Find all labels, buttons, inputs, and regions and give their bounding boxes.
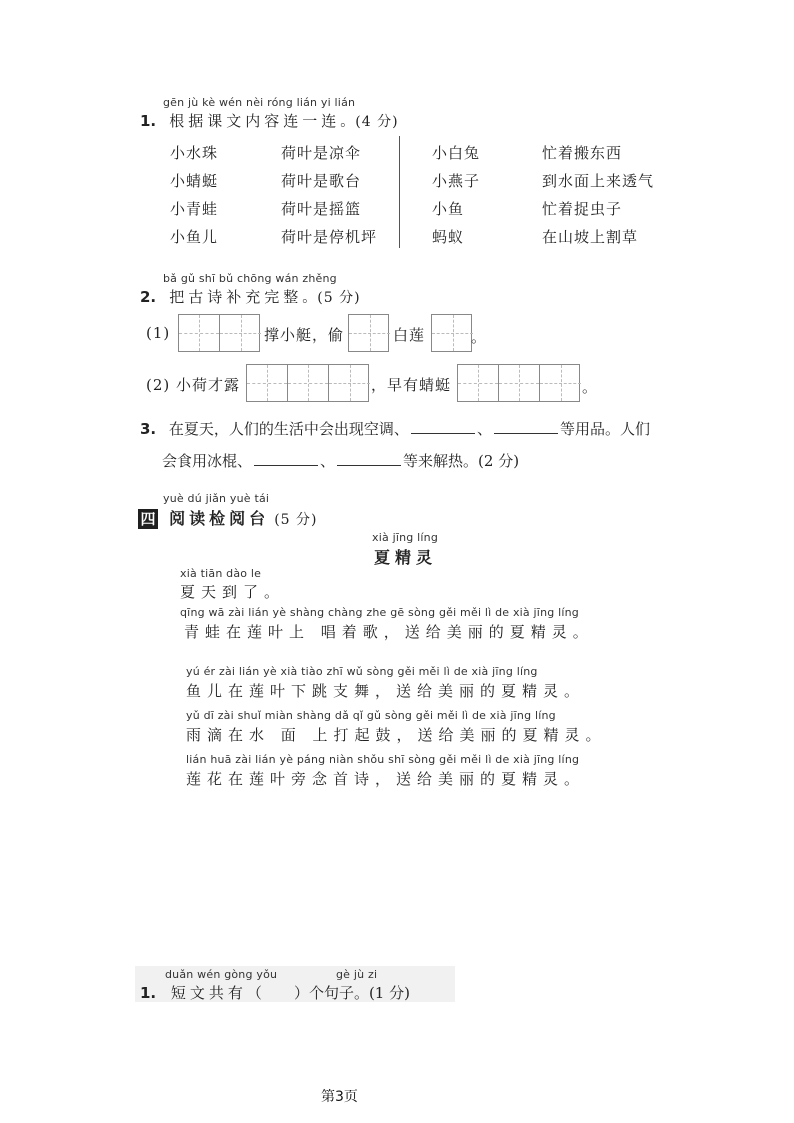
poem-title-pinyin: xià jīng líng xyxy=(372,531,439,544)
poem-title: 夏精灵 xyxy=(374,548,438,567)
q2-line2-label: (2) 小荷才露 xyxy=(146,376,241,394)
q1-left-a-2[interactable]: 小青蛙 xyxy=(170,200,219,218)
q2-number: 2. xyxy=(140,288,157,306)
q3-text-a: 在夏天，人们的生活中会出现空调、 xyxy=(168,420,409,438)
q1-heading xyxy=(140,110,399,131)
poem-line-3: 雨滴在水 面 上打起鼓，送给美丽的夏精灵。 xyxy=(186,726,607,744)
q1-left-b-1[interactable]: 荷叶是歌台 xyxy=(281,172,362,190)
q3-blank-4[interactable] xyxy=(337,451,401,466)
poem-line-3-pinyin: yǔ dī zài shuǐ miàn shàng dǎ qǐ gǔ sòng gěi měi lì de xià jīng líng xyxy=(186,709,556,722)
section4-title: 阅读检阅台 xyxy=(169,509,270,528)
q2-line1-label: (1) xyxy=(146,324,171,342)
q2-pinyin: bǎ gǔ shī bǔ chōng wán zhěng xyxy=(163,272,337,285)
section4-heading xyxy=(138,506,317,529)
q3-text-d: 等来解热。(2 分) xyxy=(403,452,520,470)
q2-line1-period: 。 xyxy=(471,328,488,346)
q1-left-b-3[interactable]: 荷叶是停机坪 xyxy=(281,228,378,246)
q3-blank-3[interactable] xyxy=(254,451,318,466)
q3-blank-1[interactable] xyxy=(411,419,475,434)
q1-right-b-1[interactable]: 到水面上来透气 xyxy=(542,172,655,190)
poem-line-2: 鱼儿在莲叶下跳支舞，送给美丽的夏精灵。 xyxy=(186,682,586,700)
q2-text: 把古诗补充完整 xyxy=(169,288,303,306)
q1-left-b-2[interactable]: 荷叶是摇篮 xyxy=(281,200,362,218)
poem-line-0: 夏天到了。 xyxy=(180,583,286,601)
q1-number: 1. xyxy=(140,112,157,130)
q2-line2-mid: ，早有蜻蜓 xyxy=(371,376,452,394)
q3-line2 xyxy=(162,450,519,471)
q1-left-a-0[interactable]: 小水珠 xyxy=(170,144,219,162)
q3-sep-1: 、 xyxy=(476,420,492,438)
q2-line1-mid: 撑小艇，偷 xyxy=(264,326,345,344)
q2-line1-end: 白莲 xyxy=(393,326,426,344)
q2-line2-grid-b[interactable] xyxy=(457,364,580,402)
q1-left-b-0[interactable]: 荷叶是凉伞 xyxy=(281,144,362,162)
poem-line-4: 莲花在莲叶旁念首诗，送给美丽的夏精灵。 xyxy=(186,770,586,788)
q3-sep-2: 、 xyxy=(320,452,336,470)
q1-right-b-2[interactable]: 忙着捉虫子 xyxy=(542,200,623,218)
q1-text: 根据课文内容连一连 xyxy=(169,112,341,130)
q1-right-b-3[interactable]: 在山坡上割草 xyxy=(542,228,639,246)
q1-right-b-0[interactable]: 忙着搬东西 xyxy=(542,144,623,162)
q3-blank-2[interactable] xyxy=(494,419,558,434)
q1-left-a-3[interactable]: 小鱼儿 xyxy=(170,228,219,246)
q1-divider xyxy=(399,136,400,248)
q4-text-b: ）个句子。(1 分) xyxy=(293,984,410,1002)
poem-line-1-pinyin: qīng wā zài lián yè shàng chàng zhe gē sòng gěi měi lì de xià jīng líng xyxy=(180,606,579,619)
q3-text-b: 等用品。人们 xyxy=(559,420,650,438)
q3-text-c: 会食用冰棍、 xyxy=(162,452,253,470)
q4-text-a: 短文共有（ xyxy=(170,984,266,1002)
q2-heading xyxy=(140,286,361,307)
q1-right-a-2[interactable]: 小鱼 xyxy=(432,200,465,218)
q4-pinyin-a: duǎn wén gòng yǒu xyxy=(165,968,278,981)
page-number: 第3页 xyxy=(321,1089,358,1105)
poem-line-1: 青蛙在莲叶上 唱着歌，送给美丽的夏精灵。 xyxy=(184,623,594,641)
q1-left-a-1[interactable]: 小蜻蜓 xyxy=(170,172,219,190)
section4-score: (5 分) xyxy=(274,512,318,528)
q2-score: 。(5 分) xyxy=(302,290,361,306)
q2-line1-grid-b[interactable] xyxy=(348,314,389,352)
poem-line-2-pinyin: yú ér zài lián yè xià tiào zhī wǔ sòng gěi měi lì de xià jīng líng xyxy=(186,665,538,678)
poem-line-4-pinyin: lián huā zài lián yè páng niàn shǒu shī sòng gěi měi lì de xià jīng líng xyxy=(186,753,580,766)
q2-line1-grid-c[interactable] xyxy=(431,314,472,352)
q4-pinyin-b: gè jù zi xyxy=(336,968,378,981)
q1-right-a-1[interactable]: 小燕子 xyxy=(432,172,481,190)
q2-line2-period: 。 xyxy=(582,378,599,396)
section4-pinyin: yuè dú jiǎn yuè tái xyxy=(163,492,270,505)
q3-line1 xyxy=(140,418,650,439)
q4-heading xyxy=(140,982,410,1003)
poem-line-0-pinyin: xià tiān dào le xyxy=(180,567,262,580)
q1-match-table xyxy=(170,142,670,254)
q4-number: 1. xyxy=(140,984,157,1002)
q2-line1-grid-a[interactable] xyxy=(178,314,260,352)
q1-right-a-0[interactable]: 小白兔 xyxy=(432,144,481,162)
q1-right-a-3[interactable]: 蚂蚁 xyxy=(432,228,465,246)
section4-badge: 四 xyxy=(138,509,158,529)
q1-pinyin: gēn jù kè wén nèi róng lián yi lián xyxy=(163,96,356,109)
q2-line2-grid-a[interactable] xyxy=(246,364,369,402)
q1-score: 。(4 分) xyxy=(340,114,399,130)
q3-number: 3. xyxy=(140,420,157,438)
